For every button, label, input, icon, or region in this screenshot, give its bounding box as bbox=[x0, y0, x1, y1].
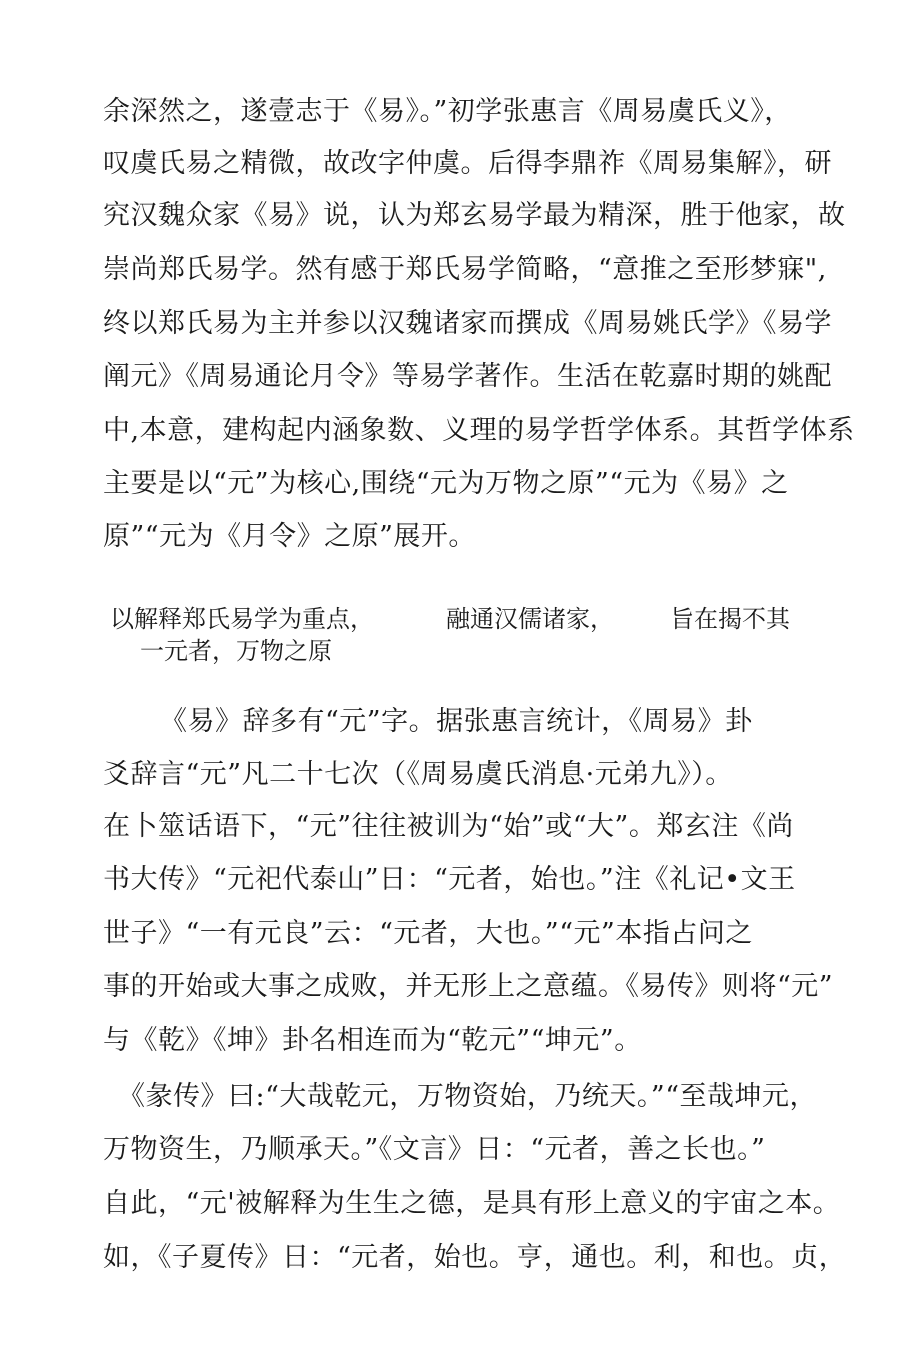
paragraph-3-line-3: 自此，“元'被解释为生生之德，是具有形上意义的宇宙之本。 bbox=[103, 1188, 841, 1219]
paragraph-2-line-1: 《易》辞多有“元”字。据张惠言统计，《周易》卦 bbox=[160, 706, 753, 737]
paragraph-3-line-2: 万物资生，乃顺承天。”《文言》日：“元者，善之长也。” bbox=[103, 1134, 766, 1165]
paragraph-1-line-4: 崇尚郑氏易学。然有感于郑氏易学简略，“意推之至形梦寐", bbox=[103, 254, 827, 285]
paragraph-1-line-5: 终以郑氏易为主并参以汉魏诸家而撰成《周易姚氏学》《易学 bbox=[103, 308, 832, 339]
paragraph-2-line-5: 世子》“一有元良”云：“元者，大也。”“元”本指占问之 bbox=[103, 918, 753, 949]
paragraph-2-line-7: 与《乾》《坤》卦名相连而为“乾元”“坤元”。 bbox=[103, 1025, 642, 1056]
paragraph-1-line-8: 主要是以“元”为核心,围绕“元为万物之原”“元为《易》之 bbox=[103, 468, 789, 499]
section-heading-part-3: 旨在揭不其 bbox=[670, 605, 790, 633]
paragraph-1-line-2: 叹虞氏易之精微，故改字仲虞。后得李鼎祚《周易集解》，研 bbox=[103, 148, 832, 179]
paragraph-1-line-6: 阐元》《周易通论月令》等易学著作。生活在乾嘉时期的姚配 bbox=[103, 361, 832, 392]
paragraph-2-line-3: 在卜筮话语下，“元”往往被训为“始”或“大”。郑玄注《尚 bbox=[103, 811, 794, 842]
section-heading-line-2: 一元者，万物之原 bbox=[140, 637, 332, 665]
paragraph-1-line-9: 原”“元为《月令》之原”展开。 bbox=[103, 521, 476, 552]
paragraph-1-line-7: 中,本意，建构起内涵象数、义理的易学哲学体系。其哲学体系 bbox=[103, 415, 855, 446]
section-heading-part-1: 以解释郑氏易学为重点， bbox=[110, 605, 374, 633]
section-heading-part-2: 融通汉儒诸家， bbox=[446, 605, 614, 633]
paragraph-1-line-3: 究汉魏众家《易》说，认为郑玄易学最为精深，胜于他家，故 bbox=[103, 200, 846, 231]
paragraph-3-line-1: 《彖传》曰:“大哉乾元，万物资始，乃统天。”“至哉坤元， bbox=[118, 1081, 818, 1112]
paragraph-1-line-1: 余深然之，遂壹志于《易》。”初学张惠言《周易虞氏义》， bbox=[103, 96, 792, 127]
paragraph-2-line-4: 书大传》“元祀代泰山”日：“元者，始也。”注《礼记•文王 bbox=[103, 864, 796, 895]
paragraph-2-line-2: 爻辞言“元”凡二十七次（《周易虞氏消息·元弟九》）。 bbox=[103, 759, 733, 790]
paragraph-3-line-4: 如，《子夏传》日：“元者，始也。亨，通也。利，和也。贞， bbox=[103, 1242, 847, 1273]
paragraph-2-line-6: 事的开始或大事之成败，并无形上之意蕴。《易传》则将“元” bbox=[103, 971, 834, 1002]
